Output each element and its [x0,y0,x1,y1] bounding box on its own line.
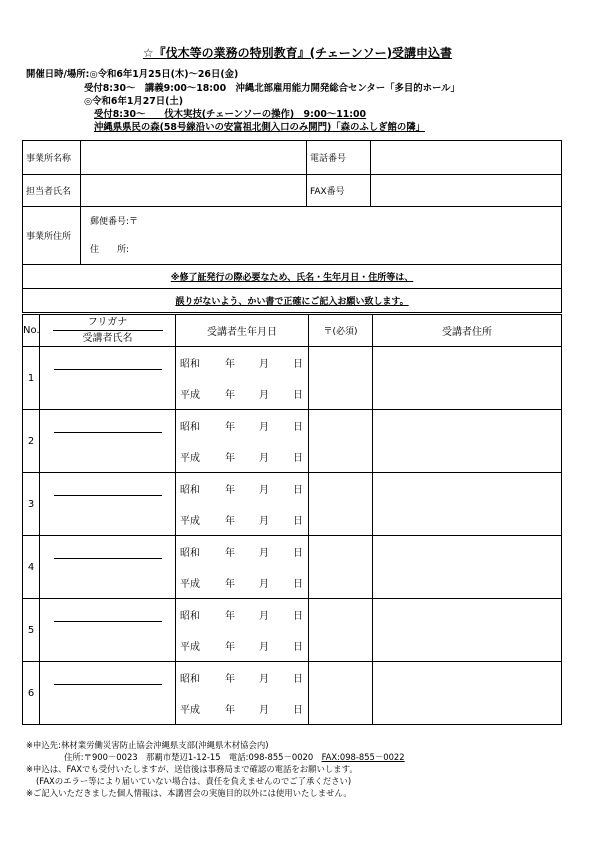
attendee-postal-field[interactable] [309,473,373,536]
day-label: 日 [293,422,303,433]
month-label: 月 [259,453,269,464]
addr-label: 住 所: [90,244,130,255]
attendee-address-field[interactable] [373,410,562,473]
col-address-header: 受講者住所 [373,315,562,347]
era-label: 平成 [180,453,200,464]
attendee-birth-field[interactable] [176,410,309,473]
page-title: ☆『伐木等の業務の特別教育』(チェーンソー)受講申込書 [142,46,453,60]
month-label: 月 [259,705,269,716]
attendee-name-field[interactable] [40,347,176,410]
row-number: 1 [23,347,40,410]
row-number: 3 [23,473,40,536]
company-name-field[interactable] [81,141,307,175]
notice-line-1: ※修了証発行の際必要なため、氏名・生年月日・住所等は、 [23,265,562,289]
event-date-1: ◎令和6年1月25日(木)～26日(金) [89,69,239,80]
attendee-name-field[interactable] [40,536,176,599]
attendee-name-field[interactable] [40,473,176,536]
person-label: 担当者氏名 [23,175,81,207]
company-name-label: 事業所名称 [23,141,81,175]
year-label: 年 [225,705,235,716]
era-label: 昭和 [180,422,200,433]
year-label: 年 [225,642,235,653]
day-label: 日 [293,390,303,401]
row-number: 5 [23,599,40,662]
attendee-address-field[interactable] [373,536,562,599]
row-number: 4 [23,536,40,599]
attendee-row [23,599,562,662]
company-info-table [22,140,562,313]
month-label: 月 [259,674,269,685]
day-label: 日 [293,359,303,370]
year-label: 年 [225,548,235,559]
event-date-2: ◎令和6年1月27日(土) [84,96,184,107]
name-header: 受講者氏名 [82,332,133,344]
attendee-birth-field[interactable] [176,347,309,410]
attendee-name-field[interactable] [40,662,176,725]
day-label: 日 [293,453,303,464]
phone-field[interactable] [371,141,562,175]
era-label: 昭和 [180,485,200,496]
attendee-table [22,314,562,725]
era-label: 平成 [180,390,200,401]
month-label: 月 [259,390,269,401]
footer-fax: FAX:098-855－0022 [321,752,405,762]
day-label: 日 [293,548,303,559]
year-label: 年 [225,390,235,401]
attendee-postal-field[interactable] [309,536,373,599]
attendee-row [23,662,562,725]
event-location-2: 沖縄県県民の森(58号線沿いの安富祖北側入口のみ開門)「森のふしぎ館の隣」 [94,122,425,133]
month-label: 月 [259,485,269,496]
year-label: 年 [225,674,235,685]
day-label: 日 [293,516,303,527]
attendee-address-field[interactable] [373,347,562,410]
year-label: 年 [225,359,235,370]
notice-line-2: 誤りがないよう、かい書で正確にご記入お願い致します。 [23,289,562,313]
era-label: 平成 [180,642,200,653]
era-label: 平成 [180,705,200,716]
month-label: 月 [259,611,269,622]
era-label: 昭和 [180,359,200,370]
footer-address: 住所:〒900－0023 那覇市楚辺1-12-15 電話:098-855－0020 FAX:098-855－0022 [64,752,405,762]
attendee-birth-field[interactable] [176,662,309,725]
attendee-name-field[interactable] [40,410,176,473]
attendee-name-field[interactable] [40,599,176,662]
attendee-address-field[interactable] [373,599,562,662]
phone-label: 電話番号 [307,141,371,175]
attendee-postal-field[interactable] [309,662,373,725]
fax-field[interactable] [371,175,562,207]
attendee-postal-field[interactable] [309,599,373,662]
address-label: 事業所住所 [23,207,81,265]
person-field[interactable] [81,175,307,207]
col-postal-header: 〒(必須) [309,315,373,347]
month-label: 月 [259,548,269,559]
month-label: 月 [259,516,269,527]
era-label: 昭和 [180,548,200,559]
era-label: 平成 [180,579,200,590]
event-label: 開催日時/場所:◎令和6年1月25日(木)～26日(金) [26,69,239,80]
month-label: 月 [259,422,269,433]
era-label: 昭和 [180,611,200,622]
year-label: 年 [225,453,235,464]
event-schedule-1: 受付8:30～ 講義9:00～18:00 沖縄北部雇用能力開発総合センター「多目的ホール」 [84,83,460,94]
attendee-birth-field[interactable] [176,599,309,662]
event-schedule-2: 受付8:30～ 伐木実技(チェーンソーの操作) 9:00～11:00 [94,109,367,120]
year-label: 年 [225,611,235,622]
day-label: 日 [293,611,303,622]
month-label: 月 [259,579,269,590]
era-label: 昭和 [180,674,200,685]
attendee-row [23,536,562,599]
col-no-header: No. [23,315,40,347]
day-label: 日 [293,485,303,496]
year-label: 年 [225,485,235,496]
day-label: 日 [293,705,303,716]
attendee-row [23,347,562,410]
attendee-birth-field[interactable] [176,473,309,536]
attendee-postal-field[interactable] [309,347,373,410]
row-number: 2 [23,410,40,473]
attendee-postal-field[interactable] [309,410,373,473]
footer-note-2: (FAXのエラー等により届いていない場合は、責任を負えませんのでご了承ください) [36,776,352,786]
row-number: 6 [23,662,40,725]
attendee-row [23,410,562,473]
year-label: 年 [225,516,235,527]
attendee-address-field[interactable] [373,662,562,725]
footer-note-1: ※申込は、FAXでも受付いたしますが、送信後は事務局まで確認の電話をお願いします。 [26,764,358,774]
footer-contact: ※申込先:林材業労働災害防止協会沖縄県支部(沖縄県木材協会内) [26,740,269,750]
year-label: 年 [225,579,235,590]
month-label: 月 [259,359,269,370]
col-birth-header: 受講者生年月日 [176,315,309,347]
postal-label: 郵便番号:〒 [90,216,139,227]
fax-label: FAX番号 [307,175,371,207]
day-label: 日 [293,579,303,590]
attendee-birth-field[interactable] [176,536,309,599]
day-label: 日 [293,674,303,685]
furigana-header: フリガナ [87,316,128,328]
day-label: 日 [293,642,303,653]
attendee-address-field[interactable] [373,473,562,536]
month-label: 月 [259,642,269,653]
footer-privacy: ※ご記入いただきました個人情報は、本講習会の実施目的以外には使用いたしません。 [26,788,352,798]
attendee-row [23,473,562,536]
col-name-header [40,315,176,347]
year-label: 年 [225,422,235,433]
company-address-field[interactable] [81,207,562,265]
era-label: 平成 [180,516,200,527]
